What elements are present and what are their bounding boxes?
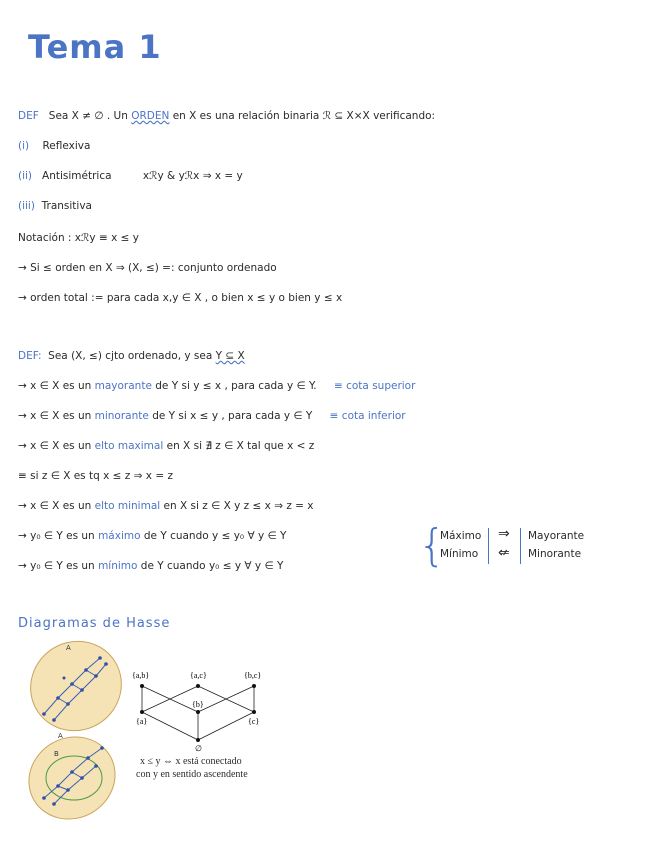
box-mayorante: Mayorante — [528, 530, 585, 542]
implies-icon: ⇒ — [498, 526, 510, 542]
item-term: elto maximal — [94, 440, 164, 452]
box-minorante: Minorante — [528, 548, 582, 560]
prop-num: (ii) — [18, 170, 33, 182]
item-maximal — [18, 440, 314, 452]
prop-num: (iii) — [18, 200, 35, 212]
item-pre: → y₀ ∈ Y es un — [18, 560, 95, 572]
blob-label-bottom: A — [58, 732, 63, 740]
hasse-blobs — [14, 638, 134, 823]
item-pre: → x ∈ X es un — [18, 500, 92, 512]
item-note: ≡ cota superior — [333, 380, 416, 392]
item-pre: → y₀ ∈ Y es un — [18, 530, 95, 542]
box-maximo: Máximo — [440, 530, 482, 542]
prop-2 — [18, 170, 243, 182]
item-note: ≡ cota inferior — [329, 410, 406, 422]
def2-tag: DEF: — [18, 350, 42, 362]
item-pre: → x ∈ X es un — [18, 380, 92, 392]
node-bc: {b,c} — [244, 671, 262, 680]
item-post: de Y si y ≤ x , para cada y ∈ Y. — [155, 380, 317, 392]
def-conjunto — [18, 350, 245, 362]
box-minimo: Mínimo — [440, 548, 479, 560]
item-post: de Y si x ≤ y , para cada y ∈ Y — [152, 410, 313, 422]
item-maximal-equiv — [18, 470, 173, 482]
def2-sub: Y ⊆ X — [215, 350, 245, 362]
prop-1 — [18, 140, 90, 152]
not-implies-icon: ⇍ — [498, 545, 510, 561]
caption-line2: con y en sentido ascendente — [136, 769, 248, 780]
node-ab: {a,b} — [132, 671, 150, 680]
box-divider-left — [488, 528, 489, 564]
item-term: minorante — [94, 410, 149, 422]
item-post: en X si z ∈ X y z ≤ x ⇒ z = x — [163, 500, 314, 512]
item-post: de Y cuando y ≤ y₀ ∀ y ∈ Y — [143, 530, 287, 542]
section-heading: Diagramas de Hasse — [18, 616, 171, 631]
item-minorante — [18, 410, 406, 422]
item-post: en X si ∄ z ∈ X tal que x < z — [166, 440, 315, 452]
prop-formula: xℛy & yℛx ⇒ x = y — [142, 170, 243, 182]
def-tag: DEF — [18, 110, 39, 122]
prop-num: (i) — [18, 140, 30, 152]
hasse-diagram — [130, 664, 280, 752]
def-orden — [18, 110, 435, 122]
brace-icon: { — [418, 520, 446, 571]
item-mayorante — [18, 380, 415, 392]
def-post: en X es una relación binaria ℛ ⊆ X×X verificando: — [172, 110, 436, 122]
item-pre: ≡ si z ∈ X es tq x ≤ z ⇒ x = z — [18, 470, 173, 482]
node-a: {a} — [136, 717, 148, 726]
item-term: mínimo — [98, 560, 138, 572]
item-post: de Y cuando y₀ ≤ y ∀ y ∈ Y — [140, 560, 284, 572]
blob-label-inner: B — [54, 750, 59, 758]
item-pre: → x ∈ X es un — [18, 440, 92, 452]
blob-label-top: A — [66, 644, 71, 652]
node-c: {c} — [248, 717, 260, 726]
page-title: Tema 1 — [28, 28, 162, 66]
item-minimal — [18, 500, 314, 512]
node-ac: {a,c} — [190, 671, 207, 680]
def-term: ORDEN — [131, 110, 170, 122]
notacion: Notación : xℛy ≡ x ≤ y — [18, 232, 139, 244]
caption-line1: x ≤ y ⇔ x está conectado — [140, 756, 242, 767]
prop-name: Transitiva — [41, 200, 92, 212]
arrow-conjunto: → Si ≤ orden en X ⇒ (X, ≤) =: conjunto ordenado — [18, 262, 277, 274]
prop-name: Reflexiva — [42, 140, 91, 152]
box-divider-right — [520, 528, 521, 564]
arrow-orden-total: → orden total := para cada x,y ∈ X , o bien x ≤ y o bien y ≤ x — [18, 292, 343, 304]
item-term: mayorante — [94, 380, 152, 392]
blob-top — [14, 638, 134, 748]
prop-3 — [18, 200, 92, 212]
item-minimo — [18, 560, 283, 572]
item-term: elto minimal — [94, 500, 161, 512]
item-pre: → x ∈ X es un — [18, 410, 92, 422]
def-pre: Sea X ≠ ∅ . Un — [48, 110, 128, 122]
def2-text: Sea (X, ≤) cjto ordenado, y sea — [48, 350, 213, 362]
item-term: máximo — [98, 530, 141, 542]
prop-name: Antisimétrica — [42, 170, 112, 182]
node-b: {b} — [192, 700, 204, 709]
node-empty: ∅ — [195, 744, 202, 752]
item-maximo — [18, 530, 286, 542]
